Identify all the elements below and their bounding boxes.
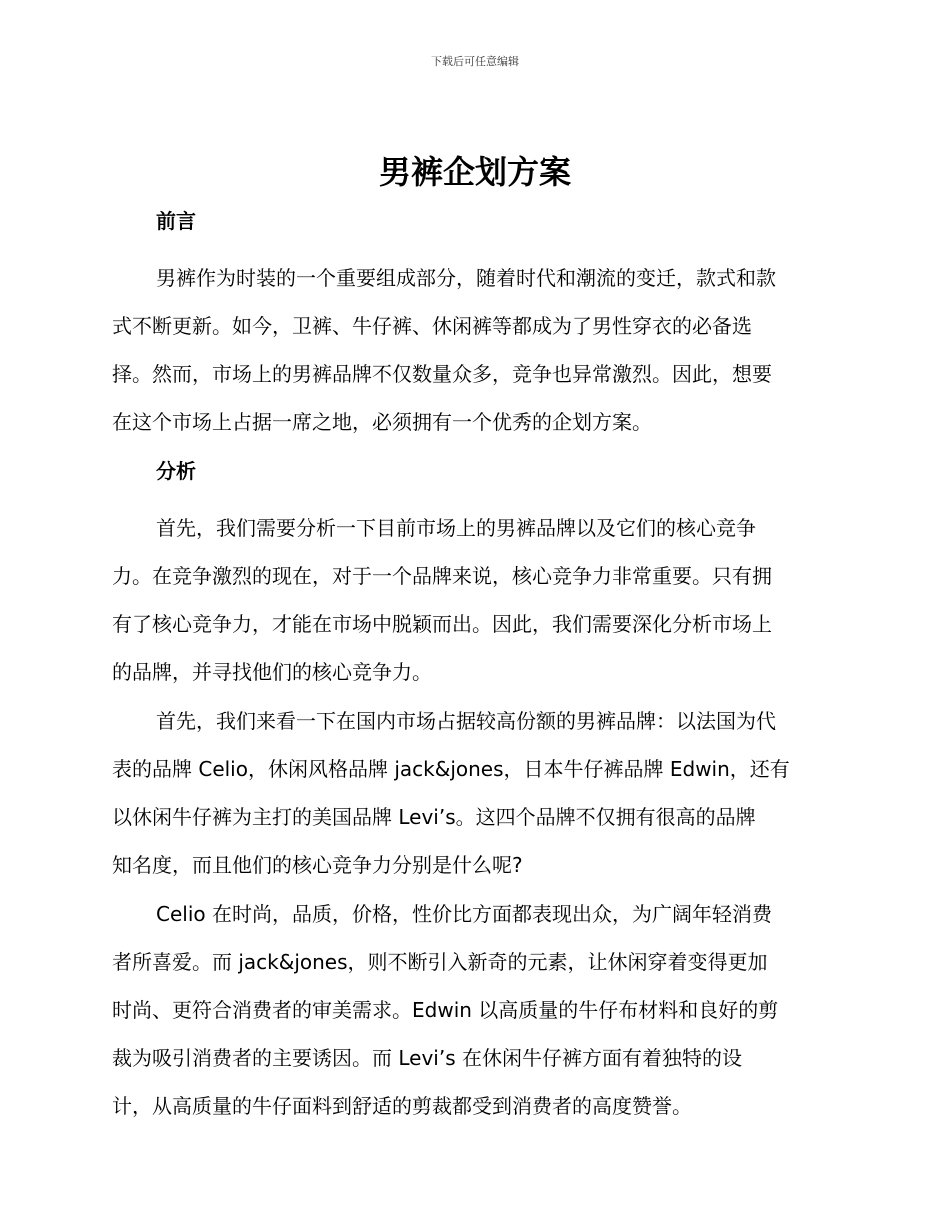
text-line: 裁为吸引消费者的主要诱因。而 Levi’s 在休闲牛仔裤方面有着独特的设 [112, 1046, 742, 1070]
text-line: 的品牌，并寻找他们的核心竞争力。 [112, 660, 432, 684]
text-line: 知名度，而且他们的核心竞争力分别是什么呢? [112, 853, 523, 877]
document-title: 男裤企划方案 [378, 153, 571, 191]
text-line: 择。然而，市场上的男裤品牌不仅数量众多，竞争也异常激烈。因此，想要 [112, 362, 772, 386]
text-line: 首先，我们需要分析一下目前市场上的男裤品牌以及它们的核心竞争 [156, 516, 756, 540]
header-note: 下载后可任意编辑 [431, 55, 519, 68]
text-line: 时尚、更符合消费者的审美需求。Edwin 以高质量的牛仔布材料和良好的剪 [112, 998, 779, 1022]
paragraph-preface-1 [112, 254, 842, 446]
section-heading-analysis: 分析 [156, 459, 196, 483]
text-line: 者所喜爱。而 jack&jones，则不断引入新奇的元素，让休闲穿着变得更加 [112, 950, 768, 974]
section-heading-preface: 前言 [156, 209, 196, 233]
text-line: 表的品牌 Celio，休闲风格品牌 jack&jones，日本牛仔裤品牌 Edwin，还有 [112, 757, 790, 781]
text-line: 以休闲牛仔裤为主打的美国品牌 Levi’s。这四个品牌不仅拥有很高的品牌 [112, 805, 756, 829]
paragraph-analysis-3 [112, 890, 842, 1130]
text-line: 男裤作为时装的一个重要组成部分，随着时代和潮流的变迁，款式和款 [156, 266, 776, 290]
text-line: 计，从高质量的牛仔面料到舒适的剪裁都受到消费者的高度赞誉。 [112, 1094, 692, 1118]
text-line: 式不断更新。如今，卫裤、牛仔裤、休闲裤等都成为了男性穿衣的必备选 [112, 314, 752, 338]
paragraph-analysis-1 [112, 504, 842, 696]
text-line: 有了核心竞争力，才能在市场中脱颖而出。因此，我们需要深化分析市场上 [112, 612, 772, 636]
text-line: 首先，我们来看一下在国内市场占据较高份额的男裤品牌：以法国为代 [156, 709, 776, 733]
paragraph-analysis-2 [112, 697, 842, 889]
text-line: 在这个市场上占据一席之地，必须拥有一个优秀的企划方案。 [112, 410, 652, 434]
text-line: 力。在竞争激烈的现在，对于一个品牌来说，核心竞争力非常重要。只有拥 [112, 564, 772, 588]
text-line: Celio 在时尚，品质，价格，性价比方面都表现出众，为广阔年轻消费 [156, 902, 772, 926]
